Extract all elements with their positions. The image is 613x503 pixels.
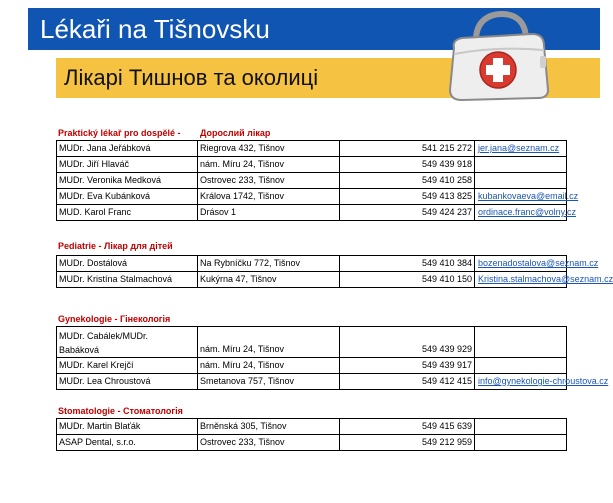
doctor-name	[57, 327, 198, 358]
doctor-address: Ostrovec 233, Tišnov	[198, 173, 340, 189]
doctor-address: Na Rybníčku 772, Tišnov	[198, 256, 340, 272]
section-title-cz: Stomatologie - Стоматологія	[58, 406, 183, 416]
doctor-name: MUDr. Kristína Stalmachová	[57, 272, 198, 288]
section-heading-gynecology	[58, 314, 170, 324]
page-subtitle: Лікарі Тишнов та околиці	[64, 65, 319, 90]
doctor-email-link	[475, 157, 567, 173]
doctor-name: MUDr. Dostálová	[57, 256, 198, 272]
doctor-name: ASAP Dental, s.r.o.	[57, 435, 198, 451]
table-row	[57, 205, 567, 221]
doctor-email-link	[475, 327, 567, 358]
doctor-email-link	[475, 419, 567, 435]
table-row	[57, 358, 567, 374]
table-row	[57, 374, 567, 390]
section-title-ua: Дорослий лікар	[200, 128, 271, 138]
doctor-name: MUDr. Eva Kubánková	[57, 189, 198, 205]
general-practitioners-table	[56, 140, 579, 221]
section-heading-pediatrics	[58, 241, 173, 251]
page-title: Lékaři na Tišnovsku	[40, 14, 270, 44]
doctor-name-line2: Babáková	[59, 345, 100, 355]
doctor-address: Drásov 1	[198, 205, 340, 221]
section-title-cz: Gynekologie - Гінекологія	[58, 314, 171, 324]
section-heading-general	[58, 128, 271, 138]
doctor-email-link	[475, 435, 567, 451]
doctor-email-link[interactable]: jer.jana@seznam.cz	[475, 141, 567, 157]
table-row	[57, 256, 567, 272]
doctor-address: Králova 1742, Tišnov	[198, 189, 340, 205]
doctor-email-link[interactable]: bozenadostalova@seznam.cz	[475, 256, 567, 272]
doctor-name: MUDr. Karel Krejčí	[57, 358, 198, 374]
doctor-name: MUDr. Veronika Medková	[57, 173, 198, 189]
doctor-email-link	[475, 173, 567, 189]
doctor-address: Ostrovec 233, Tišnov	[198, 435, 340, 451]
doctor-name: MUDr. Lea Chroustová	[57, 374, 198, 390]
doctor-phone: 549 413 825	[340, 189, 475, 205]
gynecology-table	[56, 326, 609, 390]
doctor-phone: 549 410 150	[340, 272, 475, 288]
doctor-phone: 549 439 918	[340, 157, 475, 173]
doctor-email-link[interactable]: ordinace.franc@volny.cz	[475, 205, 567, 221]
doctor-name: MUDr. Jana Jeřábková	[57, 141, 198, 157]
doctor-phone: 541 215 272	[340, 141, 475, 157]
doctor-phone: 549 415 639	[340, 419, 475, 435]
doctor-phone: 549 412 415	[340, 374, 475, 390]
doctor-phone: 549 212 959	[340, 435, 475, 451]
doctor-phone: 549 410 384	[340, 256, 475, 272]
doctor-name: MUD. Karol Franc	[57, 205, 198, 221]
table-row	[57, 435, 567, 451]
doctor-address: nám. Míru 24, Tišnov	[198, 358, 340, 374]
doctor-email-link[interactable]: Kristina.stalmachova@seznam.cz	[475, 272, 567, 288]
doctor-address: Smetanova 757, Tišnov	[198, 374, 340, 390]
doctor-phone: 549 439 929	[340, 327, 475, 358]
section-title-cz: Praktický lékař pro dospělé -	[58, 128, 181, 138]
doctor-email-link[interactable]: info@gynekologie-chroustova.cz	[475, 374, 567, 390]
table-row	[57, 173, 567, 189]
doctor-phone: 549 439 917	[340, 358, 475, 374]
table-row	[57, 157, 567, 173]
table-row	[57, 141, 567, 157]
doctor-phone: 549 410 258	[340, 173, 475, 189]
doctor-email-link[interactable]: kubankovaeva@email.cz	[475, 189, 567, 205]
dentistry-table	[56, 418, 567, 451]
doctor-address: Brněnská 305, Tišnov	[198, 419, 340, 435]
table-row	[57, 327, 567, 358]
table-row	[57, 272, 567, 288]
doctor-phone: 549 424 237	[340, 205, 475, 221]
doctor-address: Kukýrna 47, Tišnov	[198, 272, 340, 288]
doctor-address: nám. Míru 24, Tišnov	[198, 157, 340, 173]
section-heading-dentistry	[58, 406, 183, 416]
doctor-address: nám. Míru 24, Tišnov	[198, 327, 340, 358]
section-title-cz: Pediatrie - Лікар для дітей	[58, 241, 173, 251]
medical-kit-icon	[440, 6, 552, 102]
pediatrics-table	[56, 255, 613, 288]
doctor-email-link	[475, 358, 567, 374]
doctor-name-line1: MUDr. Cabálek/MUDr.	[59, 331, 149, 341]
table-row	[57, 189, 567, 205]
doctor-name: MUDr. Martin Blaťák	[57, 419, 198, 435]
doctor-name: MUDr. Jiří Hlaváč	[57, 157, 198, 173]
doctor-address: Riegrova 432, Tišnov	[198, 141, 340, 157]
table-row	[57, 419, 567, 435]
